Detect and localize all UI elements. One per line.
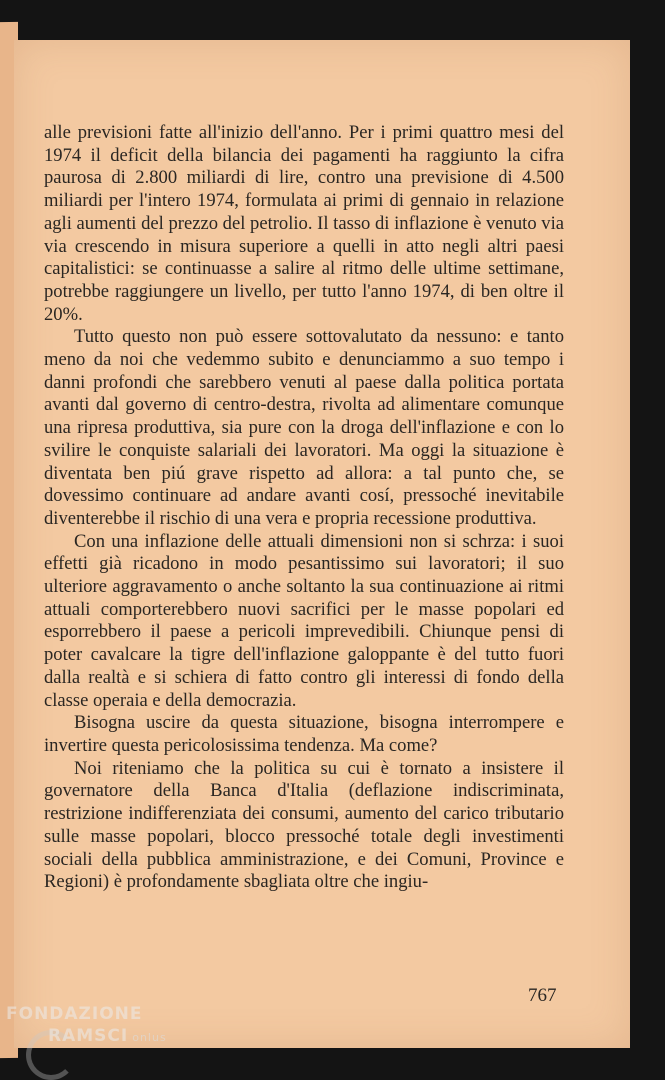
paragraph-1: alle previsioni fatte all'inizio dell'anno. Per i primi quattro mesi del 1974 il deficit della bilancia dei pagamenti ha raggiunto la cifra paurosa di 2.800 miliardi di lire, contro una previsione di 4.500 miliardi per l'intero 1974, formulata ai primi di gennaio in relazione agli aumenti del prezzo del petrolio. Il tasso di inflazione è venuto via via crescendo in misura superiore a quelli in atto negli altri paesi capitalistici: se continuasse a salire al ritmo delle ultime settimane, potrebbe raggiungere un livello, per tutto l'anno 1974, di ben oltre il 20%. (44, 122, 564, 325)
watermark-onlus: onlus (132, 1031, 167, 1044)
watermark-line2-text: RAMSCI (48, 1026, 129, 1046)
body-text (44, 122, 564, 894)
watermark-line2 (48, 1026, 167, 1046)
paragraph-3: Con una inflazione delle attuali dimensioni non si schrza: i suoi effetti già ricadono in modo pesantissimo sui lavoratori; il suo ulteriore aggravamento o anche soltanto la sua continuazione ai ritmi attuali comporterebbero nuovi sacrifici per le masse popolari ed esporrebbero il paese a pericoli imprevedibili. Chiunque pensi di poter cavalcare la tigre dell'inflazione galoppante è del tutto fuori dalla realtà e si schiera di fatto contro gli interessi di fondo della classe operaia e della democrazia. (44, 530, 564, 711)
paragraph-4: Bisogna uscire da questa situazione, bisogna interrompere e invertire questa pericolosissima tendenza. Ma come? (44, 712, 564, 756)
watermark (6, 1004, 167, 1046)
page-number: 767 (528, 985, 557, 1006)
paragraph-5: Noi riteniamo che la politica su cui è tornato a insistere il governatore della Banca d'Italia (deflazione indiscriminata, restrizione indifferenziata dei consumi, aumento del carico tributario sulle masse popolari, blocco pressoché totale degli investimenti sociali della pubblica amministrazione, e dei Comuni, Province e Regioni) è profondamente sbagliata oltre che ingiu- (44, 757, 564, 893)
paragraph-2: Tutto questo non può essere sottovalutato da nessuno: e tanto meno da noi che vedemmo subito e denunciammo a suo tempo i danni profondi che sarebbero venuti al paese dalla politica portata avanti dal governo di centro-destra, rivolta ad alimentare comunque una ripresa produttiva, sia pure con la droga dell'inflazione e con lo svilire le conquiste salariali dei lavoratori. Ma oggi la situazione è diventata ben piú grave rispetto ad allora: a tal punto che, se dovessimo continuare ad andare avanti cosí, pressoché inevitabile diventerebbe il rischio di una vera e propria recessione produttiva. (44, 326, 564, 529)
watermark-line1: FONDAZIONE (6, 1004, 143, 1024)
